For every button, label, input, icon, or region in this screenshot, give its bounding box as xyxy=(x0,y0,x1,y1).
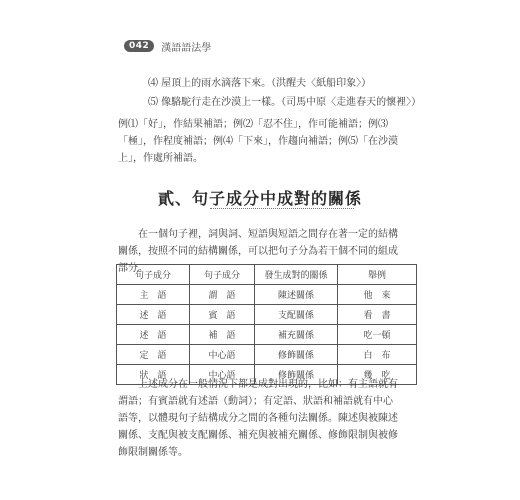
table-cell: 他 來 xyxy=(338,285,417,305)
table-cell: 述 語 xyxy=(117,305,190,325)
page-number: 042 xyxy=(124,40,154,52)
table-cell: 補充關係 xyxy=(255,325,338,345)
book-title: 漢語語法學 xyxy=(161,42,212,54)
table-cell: 賓 語 xyxy=(190,305,255,325)
section-paragraph: 在一個句子裡，詞與詞、短語與短語之間存在著一定的結構關係，按照不同的結構關係，可以把句子分為若干個不同的組成部分。 xyxy=(118,229,398,274)
example-5: ⑸ 像駱駝行走在沙漠上一樣。（司馬中原〈走進春天的懷裡〉） xyxy=(148,97,422,108)
table-row xyxy=(117,345,417,365)
section-title-underline xyxy=(210,208,354,209)
table-cell: 狀 語 xyxy=(117,365,190,385)
table-cell: 謂 語 xyxy=(190,285,255,305)
table-header: 舉例 xyxy=(338,265,417,285)
table-cell: 修飾關係 xyxy=(255,365,338,385)
table-header-row xyxy=(117,265,417,285)
syntax-relations-table xyxy=(116,264,417,385)
table-cell: 吃一頓 xyxy=(338,325,417,345)
table-cell: 中心語 xyxy=(190,345,255,365)
table-cell: 看 書 xyxy=(338,305,417,325)
table-cell: 修飾關係 xyxy=(255,345,338,365)
table-header: 句子成分 xyxy=(117,265,190,285)
table-row xyxy=(117,305,417,325)
table-header: 發生成對的關係 xyxy=(255,265,338,285)
table-row xyxy=(117,325,417,345)
closing-paragraph: 上述成分在一般情況下都是成對出現的，比如：有主語就有謂語；有賓語就有述語（動詞）；有定語、狀語和補語就有中心語等，以體現句子結構成分之間的各種句法關係。陳述與被陳述關係、支配與被支配關係、補充與被補充關係、修飾限制與被修飾限制關係等。 xyxy=(118,379,398,458)
example-4: ⑷ 屋頂上的雨水滴落下來。（洪醒夫〈紙船印象〉） xyxy=(148,78,372,89)
table-cell: 幾 吃 xyxy=(338,365,417,385)
table-header: 句子成分 xyxy=(190,265,255,285)
table-cell: 支配關係 xyxy=(255,305,338,325)
section-title: 貳、句子成分中成對的關係 xyxy=(157,189,362,208)
table-cell: 白 布 xyxy=(338,345,417,365)
table-cell: 主 語 xyxy=(117,285,190,305)
table-cell: 述 語 xyxy=(117,325,190,345)
table-cell: 補 語 xyxy=(190,325,255,345)
table-cell: 陳述關係 xyxy=(255,285,338,305)
table-row xyxy=(117,285,417,305)
intro-paragraph: 例⑴「好」，作結果補語；例⑵「忍不住」，作可能補語；例⑶「極」，作程度補語；例⑷「下來」，作趨向補語；例⑸「在沙漠上」，作處所補語。 xyxy=(118,119,398,164)
table-cell: 中心語 xyxy=(190,365,255,385)
running-header xyxy=(124,38,211,54)
table-cell: 定 語 xyxy=(117,345,190,365)
